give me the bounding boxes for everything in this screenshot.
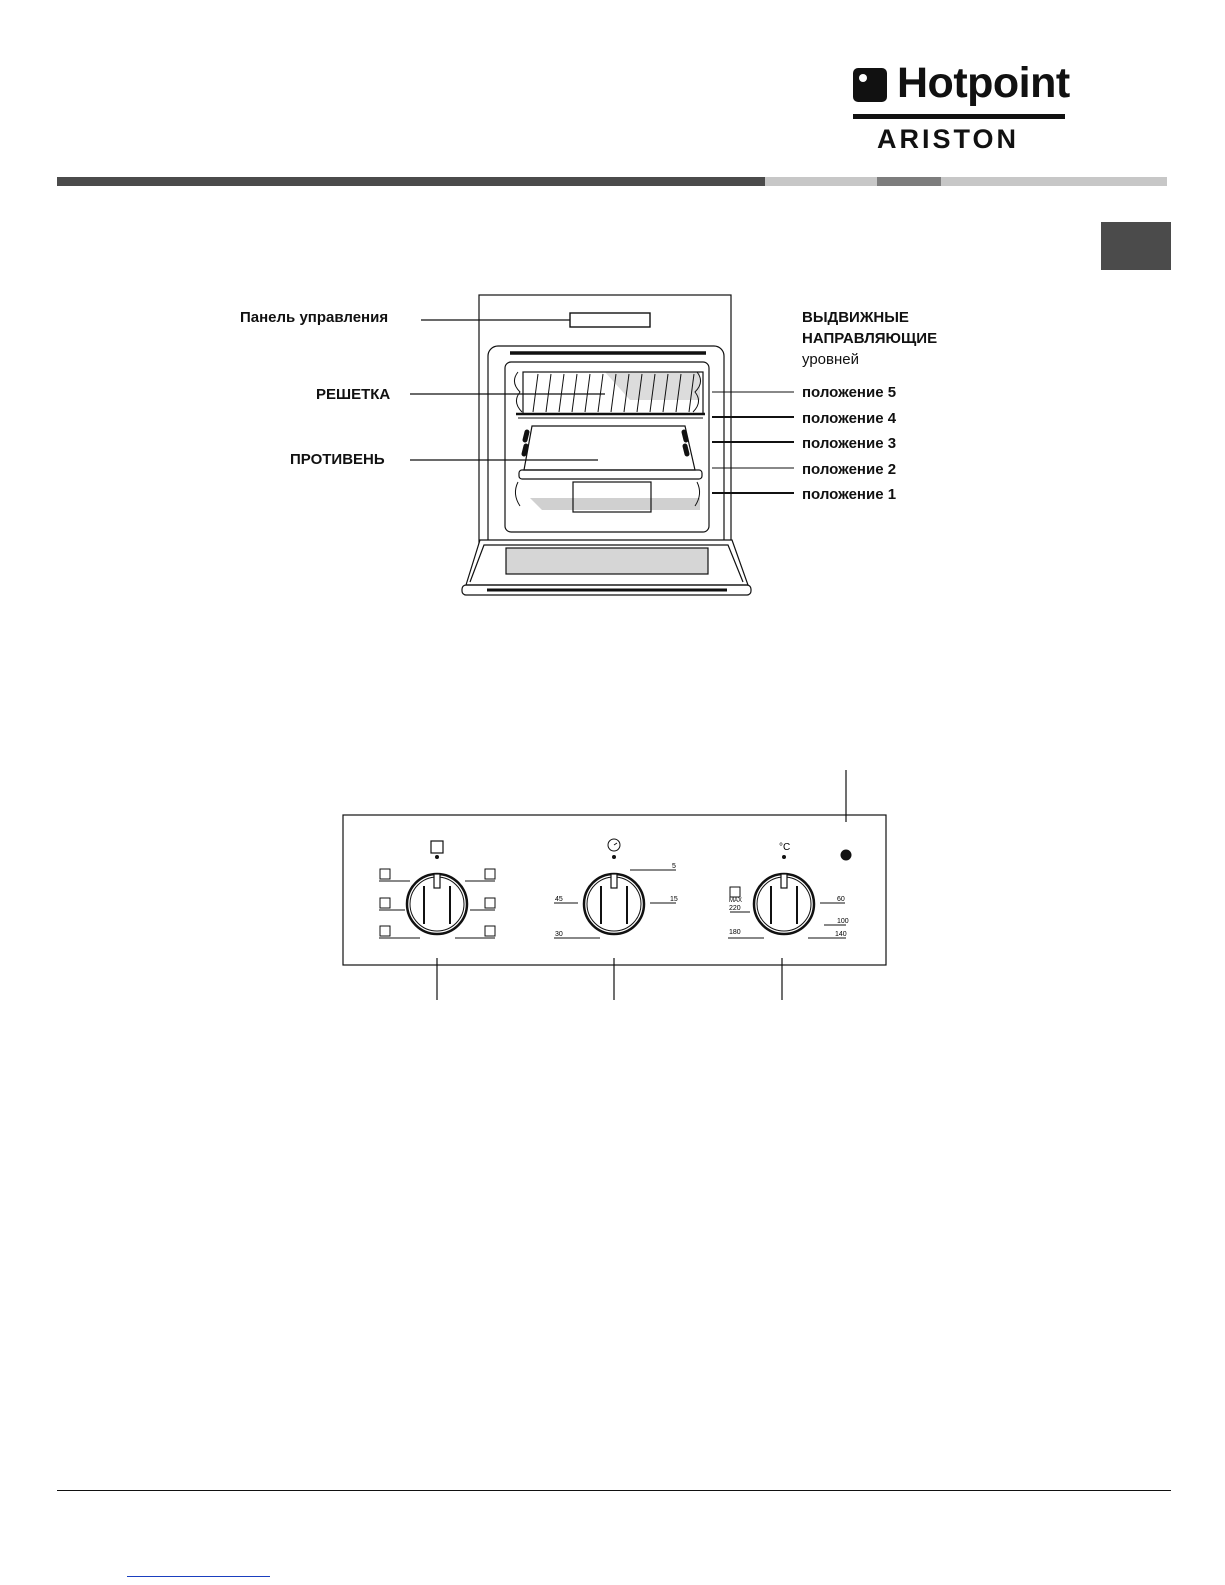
temp-mark-max: MAX — [729, 898, 743, 904]
label-control-panel: Панель управления — [240, 309, 389, 326]
indicator-lamp — [841, 850, 852, 861]
oven-diagram — [0, 0, 1225, 620]
mode-selector-knob — [379, 841, 495, 938]
label-position-5: положение 5 — [802, 384, 897, 401]
control-panel-diagram — [330, 765, 900, 1005]
label-guides-title-2: НАПРАВЛЯЮЩИЕ — [802, 330, 938, 347]
label-position-3: положение 3 — [802, 435, 897, 452]
timer-mark-30: 30 — [555, 931, 563, 938]
temp-mark-140: 140 — [835, 931, 847, 938]
timer-knob — [554, 839, 676, 938]
label-position-1: положение 1 — [802, 486, 897, 503]
label-rack: РЕШЕТКА — [316, 386, 391, 403]
footer-divider — [57, 1490, 1171, 1491]
timer-mark-45: 45 — [555, 896, 563, 903]
label-guides-title-1: ВЫДВИЖНЫЕ — [802, 309, 909, 326]
footer-link-underline — [127, 1576, 270, 1577]
brand-name-ariston: ARISTON — [877, 124, 1020, 154]
timer-mark-5: 5 — [672, 863, 676, 870]
label-position-2: положение 2 — [802, 461, 897, 478]
temperature-symbol: °C — [779, 842, 791, 853]
temp-mark-180: 180 — [729, 929, 741, 936]
brand-name-hotpoint: Hotpoint — [897, 59, 1070, 107]
thermostat-knob — [728, 855, 846, 938]
temp-mark-220: 220 — [729, 905, 741, 912]
timer-mark-15: 15 — [670, 896, 678, 903]
label-guides-title-3: уровней — [802, 351, 859, 368]
label-tray: ПРОТИВЕНЬ — [290, 451, 385, 468]
temp-mark-100: 100 — [837, 918, 849, 925]
label-position-4: положение 4 — [802, 410, 897, 427]
temp-mark-60: 60 — [837, 896, 845, 903]
